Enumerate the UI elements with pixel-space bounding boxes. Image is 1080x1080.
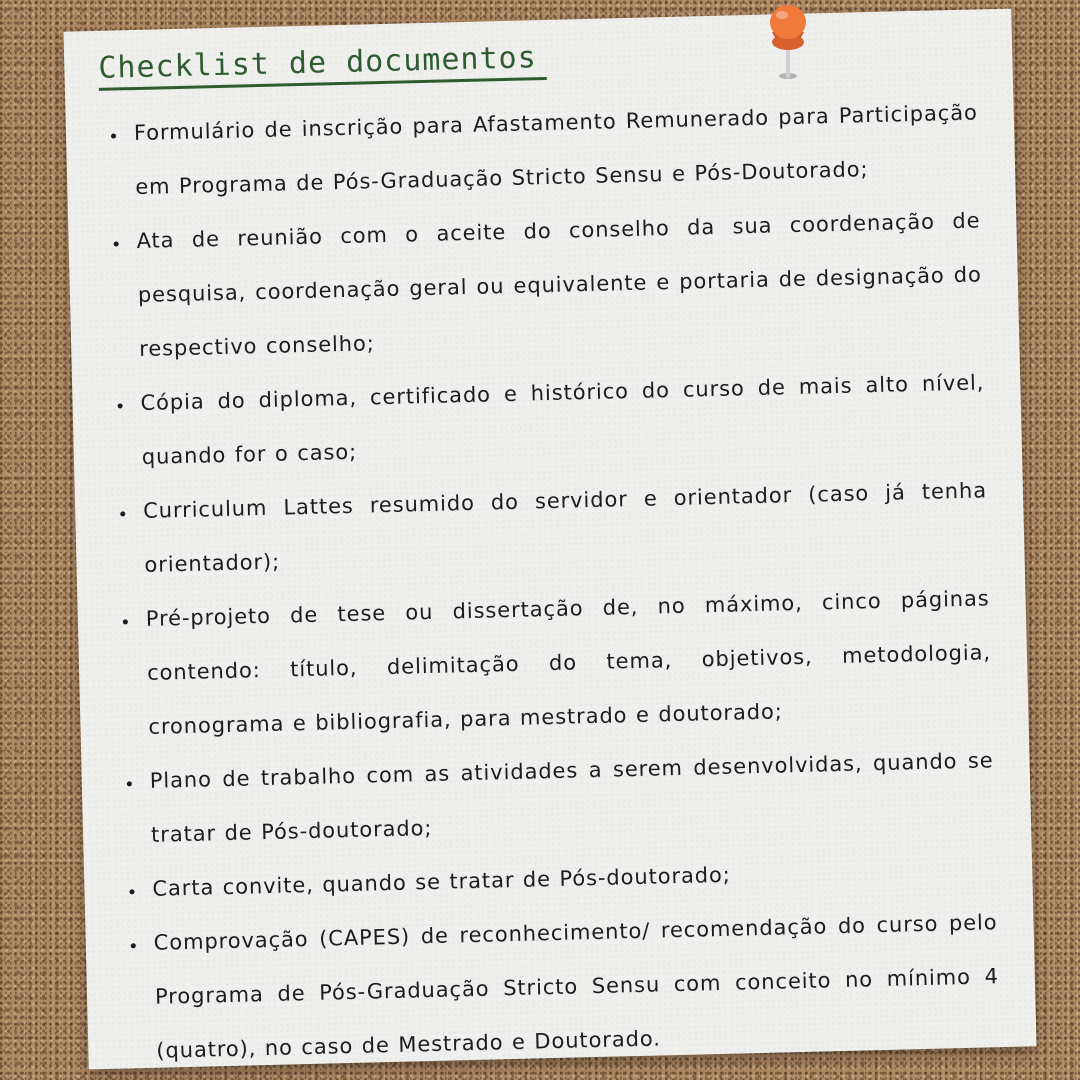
checklist-title: Checklist de documentos [98,40,547,91]
checklist-item-diploma-copy: • Cópia do diploma, certificado e histórico do curso de mais alto nível, quando for o caso; [134,355,986,484]
checklist-item-work-plan: • Plano de trabalho com as atividades a serem desenvolvidas, quando se tratar de Pós-doutorado; [143,733,995,862]
checklist-item-invitation-letter: • Carta convite, quando se tratar de Pós-doutorado; [146,841,997,916]
checklist-item-registration-form: • Formulário de inscrição para Afastamento Remunerado para Participação em Programa de Pós-Graduação Stricto Sensu e Pós-Doutorado; [127,85,979,214]
checklist-item-pre-project: • Pré-projeto de tese ou dissertação de, no máximo, cinco páginas contendo: título, delimitação do tema, objetivos, metodologia, cronograma e bibliografia, para mestrado e doutorado; [139,571,993,754]
checklist-item-curriculum-lattes: • Curriculum Lattes resumido do servidor e orientador (caso já tenha orientador); [137,463,989,592]
document-checklist [109,85,1000,1078]
checklist-item-meeting-minutes: • Ata de reunião com o aceite do conselho da sua coordenação de pesquisa, coordenação geral ou equivalente e portaria de designação do respectivo conselho; [130,193,984,376]
checklist-item-capes-proof: • Comprovação (CAPES) de reconhecimento/ recomendação do curso pelo Programa de Pós-Graduação Stricto Sensu com conceito no mínimo 4 (quatro), no caso de Mestrado e Doutorado. [147,895,1001,1078]
paper-note [63,9,1036,1070]
push-pin-icon [758,2,818,86]
